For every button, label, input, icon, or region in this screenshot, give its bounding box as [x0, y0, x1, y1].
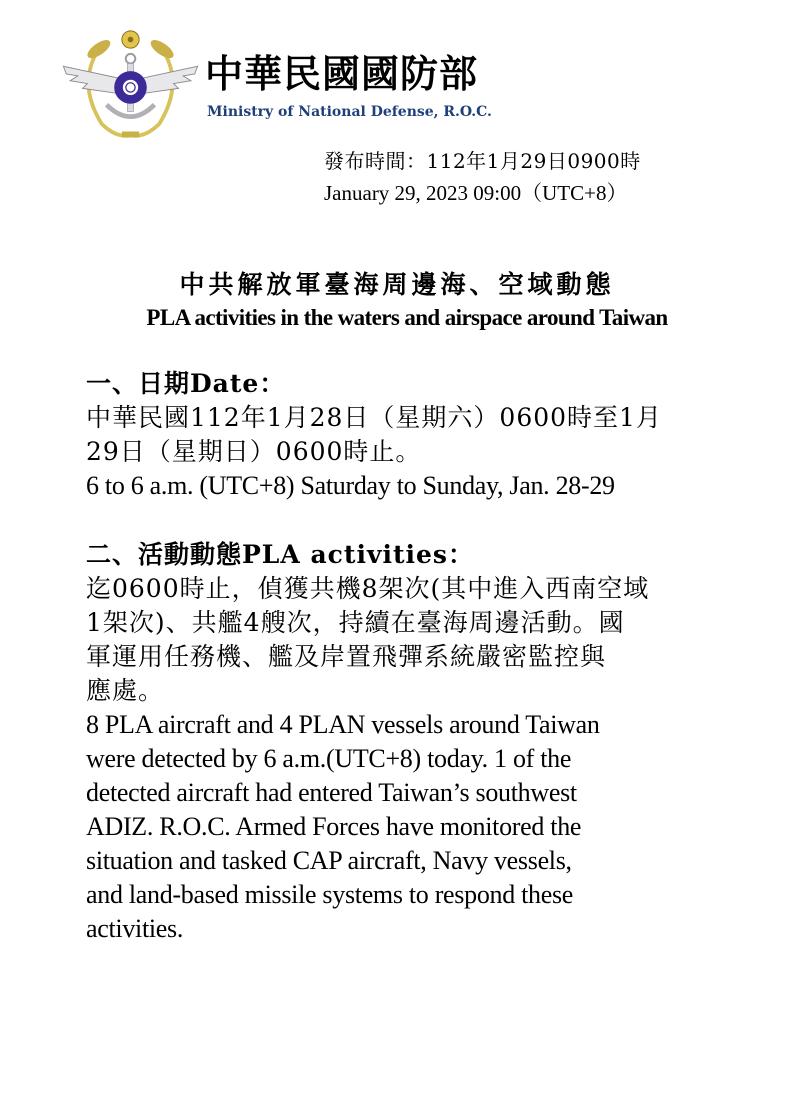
- release-time: [324, 145, 641, 209]
- section-heading: 二、活動動態PLA activities：: [86, 540, 474, 569]
- section-line: 應處。: [86, 676, 165, 705]
- document-title-english: PLA activities in the waters and airspace around Taiwan: [146, 305, 668, 330]
- section-line: detected aircraft had entered Taiwan’s southwest: [86, 778, 577, 807]
- release-time-english: January 29, 2023 09:00（UTC+8）: [324, 181, 628, 205]
- section-line: 6 to 6 a.m. (UTC+8) Saturday to Sunday, Jan. 28-29: [86, 471, 615, 500]
- document-title-chinese: 中共解放軍臺海周邊海、空域動態: [179, 270, 615, 299]
- section-line: activities.: [86, 914, 184, 943]
- section-activities: [86, 538, 766, 946]
- section-line: were detected by 6 a.m.(UTC+8) today. 1 of the: [86, 744, 572, 773]
- section-line: 中華民國112年1月28日（星期六）0600時至1月: [86, 403, 662, 432]
- org-name-english: Ministry of National Defense, R.O.C.: [207, 104, 492, 120]
- section-date: [86, 367, 766, 503]
- section-line: 8 PLA aircraft and 4 PLAN vessels around Taiwan: [86, 710, 600, 739]
- section-line: 1架次)、共艦4艘次，持續在臺海周邊活動。國: [86, 608, 625, 637]
- org-name-chinese: 中華民國國防部: [205, 51, 479, 96]
- ministry-emblem-icon: [58, 28, 203, 143]
- section-heading: 一、日期Date：: [86, 369, 286, 398]
- section-line: 迄0600時止，偵獲共機8架次(其中進入西南空域: [86, 574, 650, 603]
- section-line: 29日（星期日）0600時止。: [86, 437, 422, 466]
- section-line: 軍運用任務機、艦及岸置飛彈系統嚴密監控與: [86, 642, 607, 671]
- release-time-chinese: 發布時間：112年1月29日0900時: [324, 149, 641, 173]
- section-line: ADIZ. R.O.C. Armed Forces have monitored the: [86, 812, 582, 841]
- section-line: and land-based missile systems to respond these: [86, 880, 574, 909]
- section-line: situation and tasked CAP aircraft, Navy vessels,: [86, 846, 572, 875]
